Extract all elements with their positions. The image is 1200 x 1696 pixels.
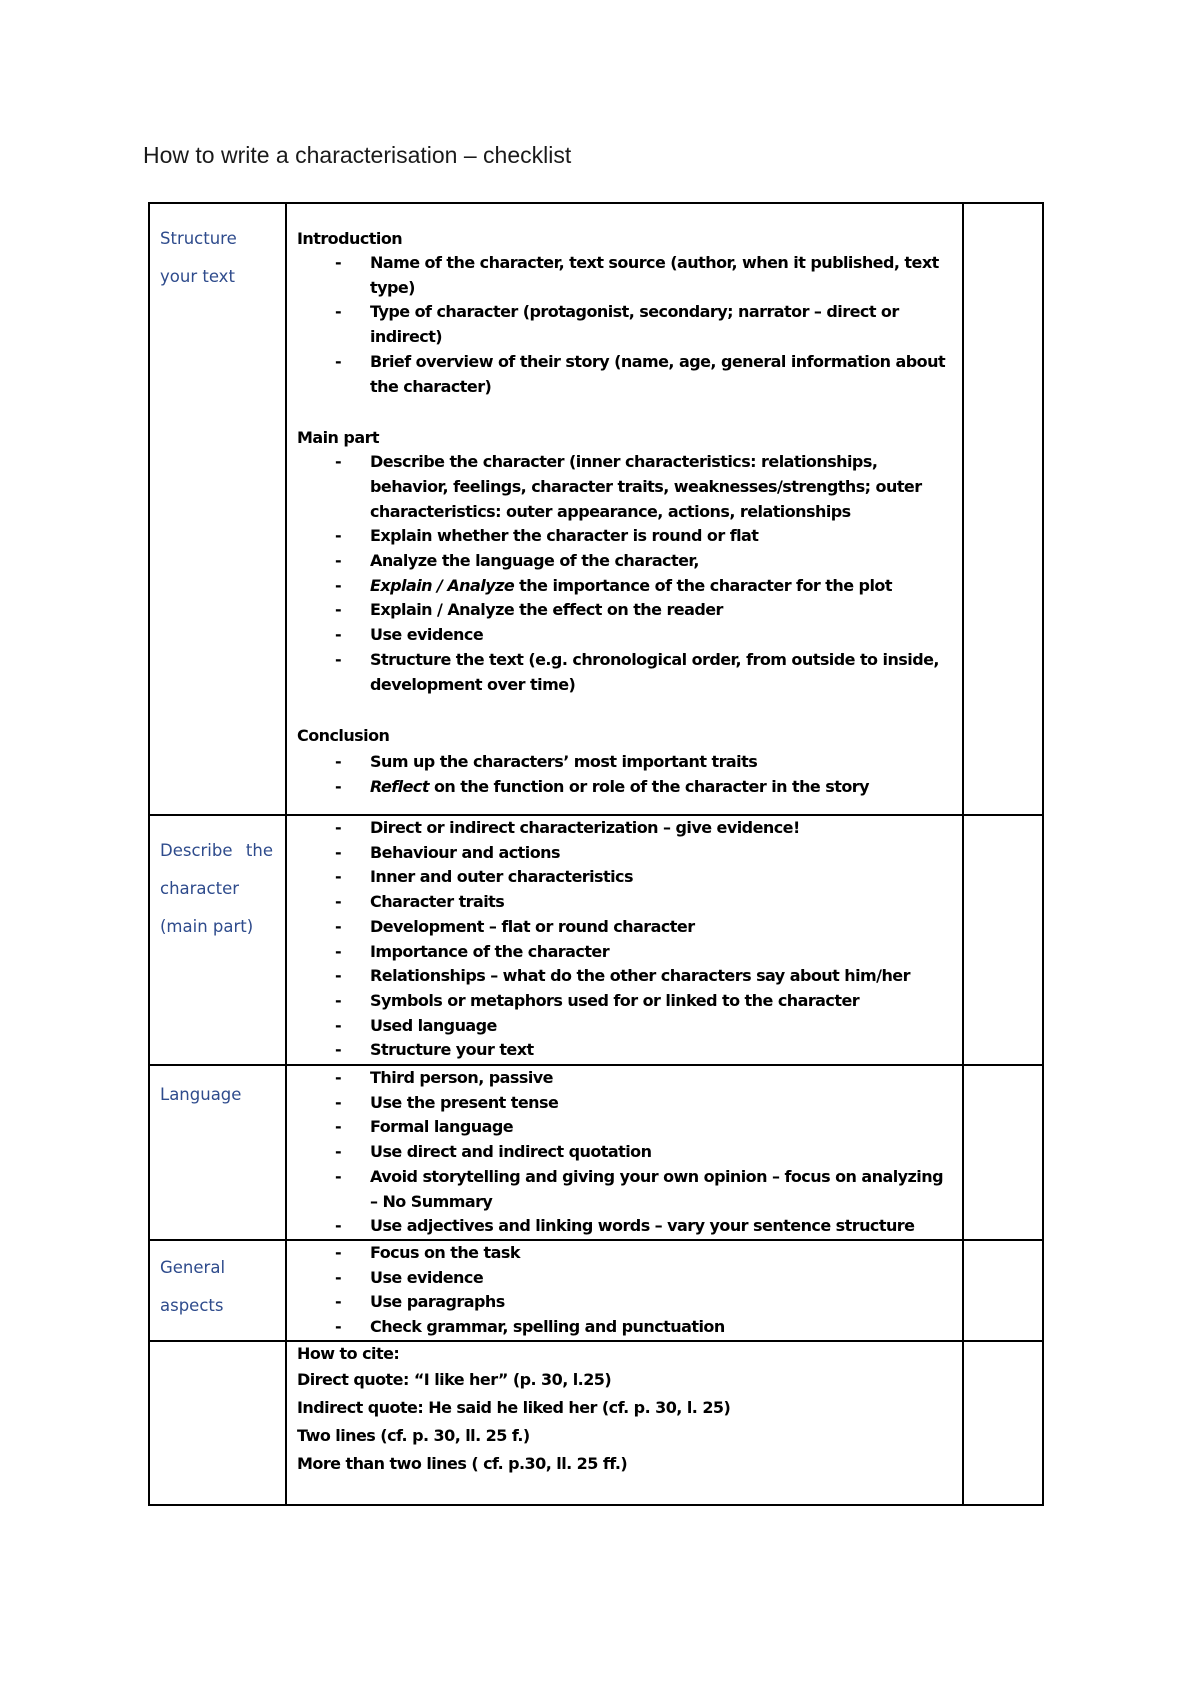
category-cell-structure xyxy=(149,203,286,815)
row-structure xyxy=(149,203,1043,815)
row-describe xyxy=(149,815,1043,1065)
list-item: - Character traits xyxy=(297,890,952,915)
list-item-rest: on the function or role of the character in the story xyxy=(428,776,869,796)
list-item: - Avoid storytelling and giving your own opinion – focus on analyzing – No Summary xyxy=(297,1165,952,1214)
cite-line: Two lines (cf. p. 30, ll. 25 f.) xyxy=(297,1425,530,1445)
category-label-structure xyxy=(150,204,285,296)
category-cell-cite xyxy=(149,1341,286,1505)
list-item: - Importance of the character xyxy=(297,940,952,965)
list-describe xyxy=(297,816,952,1063)
check-cell-cite[interactable] xyxy=(963,1341,1043,1505)
list-item: - Name of the character, text source (author, when it published, text type) xyxy=(297,251,952,300)
check-cell-structure[interactable] xyxy=(963,203,1043,815)
check-cell-language[interactable] xyxy=(963,1065,1043,1240)
cite-line: More than two lines ( cf. p.30, ll. 25 ff.) xyxy=(297,1453,628,1473)
list-item: - Third person, passive xyxy=(297,1066,952,1091)
category-label-line: aspects xyxy=(160,1295,224,1315)
section-heading-conclusion: Conclusion xyxy=(297,726,390,746)
category-label-line: Structure xyxy=(160,229,237,248)
list-item: - Use paragraphs xyxy=(297,1290,952,1315)
list-item: - Use evidence xyxy=(297,1266,952,1291)
row-general xyxy=(149,1240,1043,1341)
checklist-table xyxy=(148,202,1044,1506)
content-cell-describe xyxy=(286,815,963,1065)
list-item: - Inner and outer characteristics xyxy=(297,865,952,890)
list-item: - Analyze the language of the character, xyxy=(297,549,952,574)
check-cell-general[interactable] xyxy=(963,1240,1043,1341)
content-cell-structure xyxy=(286,203,963,815)
section-heading-main-part: Main part xyxy=(297,428,380,448)
content-cell-general xyxy=(286,1240,963,1341)
page-title: How to write a characterisation – checklist xyxy=(143,142,572,168)
category-label-describe xyxy=(150,816,285,946)
list-item: - Formal language xyxy=(297,1115,952,1140)
category-label-line: your text xyxy=(160,267,235,286)
content-cell-language xyxy=(286,1065,963,1240)
list-item: - Relationships – what do the other characters say about him/her xyxy=(297,964,952,989)
category-cell-describe xyxy=(149,815,286,1065)
list-item: - Used language xyxy=(297,1014,952,1039)
list-item: - Explain whether the character is round or flat xyxy=(297,524,952,549)
list-item: - Structure your text xyxy=(297,1038,952,1063)
list-introduction xyxy=(297,251,952,399)
list-item: - Focus on the task xyxy=(297,1241,952,1266)
section-heading-introduction: Introduction xyxy=(297,229,403,248)
list-item: - Use the present tense xyxy=(297,1091,952,1116)
list-item: - Use direct and indirect quotation xyxy=(297,1140,952,1165)
list-item: - Type of character (protagonist, secondary; narrator – direct or indirect) xyxy=(297,300,952,349)
category-label-line: General xyxy=(160,1257,226,1277)
category-label-general xyxy=(150,1241,285,1325)
list-language xyxy=(297,1066,952,1239)
list-item: - Structure the text (e.g. chronological order, from outside to inside, development over time) xyxy=(297,648,952,697)
cite-line: Direct quote: “I like her” (p. 30, l.25) xyxy=(297,1369,612,1389)
italic-text: Explain / Analyze xyxy=(370,575,515,595)
category-cell-language xyxy=(149,1065,286,1240)
category-cell-general xyxy=(149,1240,286,1341)
list-item xyxy=(297,574,952,599)
list-general xyxy=(297,1241,952,1340)
list-item-rest: the importance of the character for the plot xyxy=(514,575,892,595)
list-item: - Explain / Analyze the effect on the reader xyxy=(297,598,952,623)
italic-text: Reflect xyxy=(370,776,429,796)
row-language xyxy=(149,1065,1043,1240)
check-cell-describe[interactable] xyxy=(963,815,1043,1065)
list-item: - Symbols or metaphors used for or linked to the character xyxy=(297,989,952,1014)
list-item: - Development – flat or round character xyxy=(297,915,952,940)
list-item: - Use adjectives and linking words – vary your sentence structure xyxy=(297,1214,952,1239)
category-label-language xyxy=(150,1066,285,1114)
list-conclusion xyxy=(297,750,952,799)
cite-line: Indirect quote: He said he liked her (cf. p. 30, l. 25) xyxy=(297,1397,731,1417)
category-label-line: (main part) xyxy=(160,917,254,936)
list-item xyxy=(297,775,952,800)
list-item: - Describe the character (inner characteristics: relationships, behavior, feelings, character traits, weaknesses/strengths; outer characteristics: outer appearance, actions, relationships xyxy=(297,450,952,524)
list-item: - Brief overview of their story (name, age, general information about the character) xyxy=(297,350,952,399)
content-cell-cite xyxy=(286,1341,963,1505)
list-item: - Direct or indirect characterization – give evidence! xyxy=(297,816,952,841)
list-item: - Behaviour and actions xyxy=(297,841,952,866)
list-main-part xyxy=(297,450,952,697)
category-label-line: Language xyxy=(160,1085,242,1104)
list-item: - Use evidence xyxy=(297,623,952,648)
list-item: - Check grammar, spelling and punctuation xyxy=(297,1315,952,1340)
cite-heading: How to cite: xyxy=(297,1343,400,1363)
category-label-line: Describe the xyxy=(160,841,273,860)
list-item: - Sum up the characters’ most important traits xyxy=(297,750,952,775)
category-label-line: character xyxy=(160,879,240,898)
row-cite xyxy=(149,1341,1043,1505)
